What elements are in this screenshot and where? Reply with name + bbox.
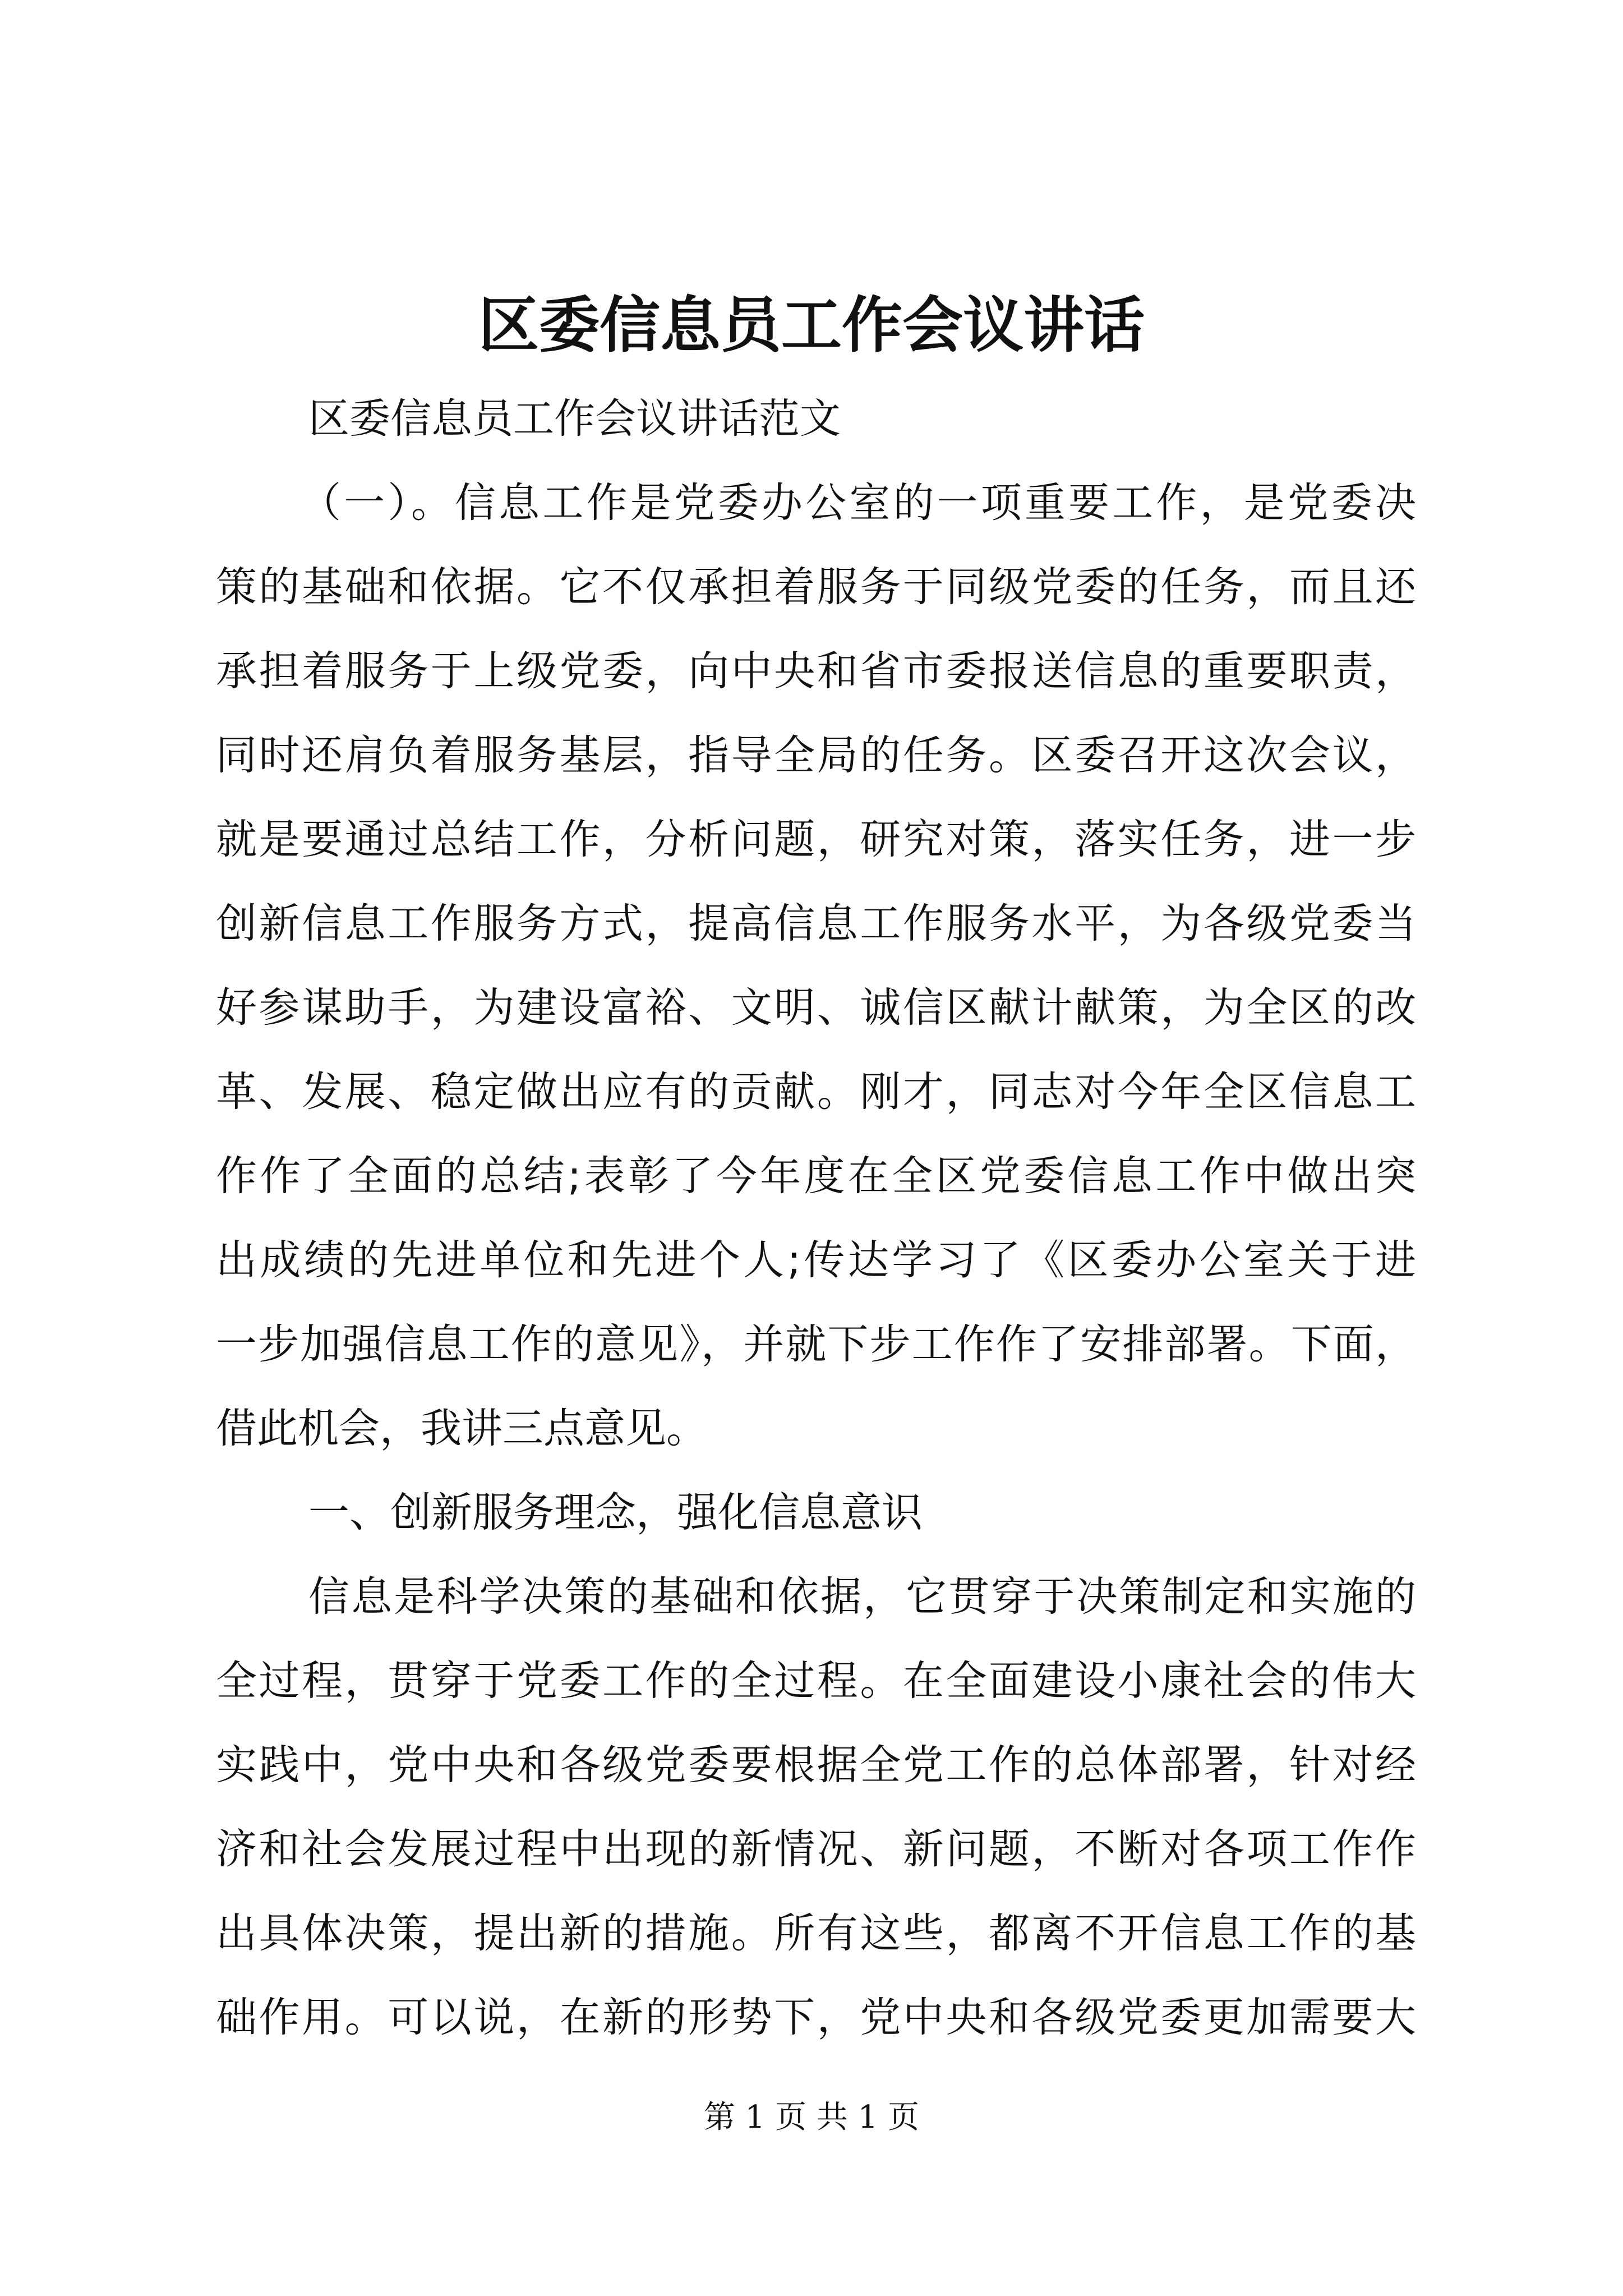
paragraph-line: 出具体决策，提出新的措施。所有这些，都离不开信息工作的基: [216, 1910, 1416, 1957]
paragraph-line: 承担着服务于上级党委，向中央和省市委报送信息的重要职责，: [216, 647, 1416, 695]
paragraph-line: 创新信息工作服务方式，提高信息工作服务水平，为各级党委当: [216, 900, 1416, 947]
document-title: 区委信息员工作会议讲话: [478, 290, 1145, 361]
paragraph-line: （一）。信息工作是党委办公室的一项重要工作，是党委决: [300, 479, 1416, 527]
document-body: [216, 377, 1416, 2060]
paragraph-line: 作作了全面的总结;表彰了今年度在全区党委信息工作中做出突: [216, 1152, 1416, 1200]
paragraph-line: 借此机会，我讲三点意见。: [216, 1405, 707, 1452]
paragraph-line: 全过程，贯穿于党委工作的全过程。在全面建设小康社会的伟大: [216, 1657, 1416, 1705]
paragraph-line: 革、发展、稳定做出应有的贡献。刚才，同志对今年全区信息工: [216, 1068, 1416, 1116]
paragraph-line: 同时还肩负着服务基层，指导全局的任务。区委召开这次会议，: [216, 731, 1416, 779]
paragraph-line: 就是要通过总结工作，分析问题，研究对策，落实任务，进一步: [216, 816, 1416, 863]
paragraph-line: 信息是科学决策的基础和依据，它贯穿于决策制定和实施的: [308, 1573, 1416, 1621]
page-footer: 第 1 页 共 1 页: [703, 2099, 920, 2136]
paragraph-line: 出成绩的先进单位和先进个人;传达学习了《区委办公室关于进: [216, 1236, 1416, 1284]
section-heading: 一、创新服务理念，强化信息意识: [308, 1489, 923, 1536]
paragraph-line: 好参谋助手，为建设富裕、文明、诚信区献计献策，为全区的改: [216, 984, 1416, 1032]
document-subtitle: 区委信息员工作会议讲话范文: [308, 395, 841, 443]
paragraph-line: 济和社会发展过程中出现的新情况、新问题，不断对各项工作作: [216, 1825, 1416, 1873]
paragraph-line: 础作用。可以说，在新的形势下，党中央和各级党委更加需要大: [216, 1994, 1416, 2041]
paragraph-line: 策的基础和依据。它不仅承担着服务于同级党委的任务，而且还: [216, 563, 1416, 611]
paragraph-line: 实践中，党中央和各级党委要根据全党工作的总体部署，针对经: [216, 1741, 1416, 1789]
paragraph-line: 一步加强信息工作的意见》，并就下步工作作了安排部署。下面，: [216, 1320, 1416, 1368]
